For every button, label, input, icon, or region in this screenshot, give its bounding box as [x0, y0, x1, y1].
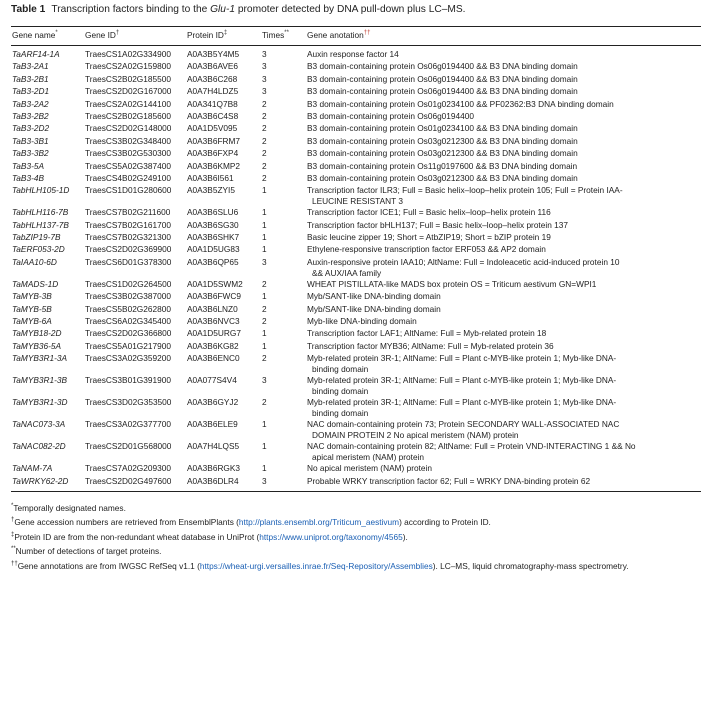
protein-id-cell: A0A3B6FRM7: [187, 135, 241, 146]
table-label: Table 1: [11, 4, 46, 15]
table-row: [11, 111, 701, 123]
table-row: [11, 257, 701, 279]
annotation-cell: [306, 111, 701, 123]
annotation-cell: [306, 220, 701, 232]
protein-id-cell: A0A3B6I561: [187, 172, 234, 183]
annotation-cell: [306, 304, 701, 316]
gene-id-cell: TraesCS2D02G366800: [85, 328, 172, 339]
annotation-line: B3 domain-containing protein Os06g0194400 && B3 DNA binding domain: [307, 73, 578, 84]
iwgsc-link[interactable]: https://wheat-urgi.versailles.inrae.fr/Seq-Repository/Assemblies: [199, 560, 433, 571]
times-cell: 1: [262, 291, 267, 302]
annotation-line: Myb/SANT-like DNA-binding domain: [307, 303, 441, 314]
protein-id-cell: A0A3B6AVE6: [187, 61, 239, 72]
gene-id-cell: TraesCS2A02G144100: [85, 98, 171, 109]
gene-id-cell: TraesCS2D02G167000: [85, 86, 172, 97]
footnote-temporal: *Temporally designated names.: [11, 502, 126, 513]
gene-id-cell: TraesCS7B02G211600: [85, 207, 171, 218]
gene-name-cell: TaB3-3B1: [12, 135, 49, 146]
protein-id-cell: A0A3B6DLR4: [186, 476, 261, 492]
annotation-cell: [306, 341, 701, 353]
gene-name-cell: TaB3-4B: [12, 172, 44, 183]
protein-id-cell: A0A3B6LNZ0: [187, 303, 238, 314]
header-protein-id: Protein ID‡: [186, 27, 261, 46]
annotation-line: binding domain: [312, 386, 369, 397]
table-row: [11, 207, 701, 219]
caption-gene: Glu-1: [210, 4, 236, 15]
annotation-line: binding domain: [312, 364, 369, 375]
protein-id-cell: A0A3B5ZYI5: [187, 185, 235, 196]
times-cell: 3: [262, 375, 267, 386]
gene-name-cell: TaMYB3R1-3A: [12, 353, 68, 364]
gene-name-cell: TabZIP19-7B: [12, 232, 61, 243]
annotation-line: NAC domain-containing protein 82; AltName: Full = Protein VND-INTERACTING 1 && No: [307, 441, 636, 452]
table-row: [11, 304, 701, 316]
annotation-cell: [306, 291, 701, 303]
table-row: [11, 316, 701, 328]
protein-id-cell: A0A3B6NVC3: [187, 316, 240, 327]
times-cell: 2: [262, 160, 267, 171]
gene-name-cell: TaB3-2B1: [12, 73, 49, 84]
table-row: [11, 185, 701, 207]
times-cell: 1: [262, 207, 267, 218]
gene-id-cell: TraesCS5B02G262800: [85, 303, 171, 314]
gene-id-cell: TraesCS7B02G321300: [85, 232, 171, 243]
annotation-cell: [306, 441, 701, 463]
times-cell: 3: [262, 61, 267, 72]
annotation-cell: [306, 257, 701, 279]
annotation-cell: [306, 136, 701, 148]
gene-name-cell: TaNAC082-2D: [12, 441, 66, 452]
annotation-line: Myb-related protein 3R-1; AltName: Full = Plant c-MYB-like protein 1; Myb-like DNA-: [307, 353, 617, 364]
table-row: [11, 161, 701, 173]
annotation-cell: [306, 232, 701, 244]
table-header: [11, 27, 701, 46]
table-row: [11, 375, 701, 397]
times-cell: 2: [262, 123, 267, 134]
protein-id-cell: A0A3B6KMP2: [187, 160, 241, 171]
times-cell: 2: [262, 397, 267, 408]
annotation-cell: [306, 74, 701, 86]
uniprot-link[interactable]: https://www.uniprot.org/taxonomy/4565: [259, 531, 403, 542]
header-gene-name: Gene name*: [11, 27, 84, 46]
protein-id-cell: A0A3B6ENC0: [187, 353, 240, 364]
annotation-line: Ethylene-responsive transcription factor ERF053 && AP2 domain: [307, 244, 546, 255]
annotation-cell: [306, 244, 701, 256]
times-cell: 1: [262, 419, 267, 430]
annotation-line: NAC domain-containing protein 73; Protein SECONDARY WALL-ASSOCIATED NAC: [307, 419, 620, 430]
annotation-cell: [306, 99, 701, 111]
annotation-line: Myb-related protein 3R-1; AltName: Full = Plant c-MYB-like protein 1; Myb-like DNA-: [307, 397, 617, 408]
table-row: [11, 99, 701, 111]
gene-id-cell: TraesCS2A02G159800: [85, 61, 171, 72]
gene-name-cell: TaWRKY62-2D: [11, 476, 84, 492]
gene-name-cell: TaB3-2A2: [12, 98, 49, 109]
annotation-line: LEUCINE RESISTANT 3: [312, 196, 403, 207]
gene-name-cell: TaMYB-5B: [12, 303, 52, 314]
gene-name-cell: TabHLH116-7B: [12, 207, 69, 218]
table-row: [11, 136, 701, 148]
gene-name-cell: TaMYB-3B: [12, 291, 52, 302]
gene-id-cell: TraesCS2D02G148000: [85, 123, 172, 134]
protein-id-cell: A0A1D5V095: [187, 123, 238, 134]
gene-id-cell: TraesCS2B02G185600: [85, 110, 171, 121]
protein-id-cell: A0A3B6QP65: [187, 256, 239, 267]
ensembl-link[interactable]: http://plants.ensembl.org/Triticum_aestivum: [238, 517, 400, 528]
annotation-line: B3 domain-containing protein Os06g0194400 && B3 DNA binding domain: [307, 86, 578, 97]
gene-name-cell: TaMYB18-2D: [12, 328, 62, 339]
protein-id-cell: A0A3B5Y4M5: [187, 49, 240, 59]
caption-text-after: promoter detected by DNA pull-down plus LC–MS.: [235, 4, 466, 15]
gene-id-cell: TraesCS2D02G497600: [84, 476, 186, 492]
gene-name-cell: TaB3-2D1: [12, 86, 50, 97]
gene-id-cell: TraesCS1A02G334900: [85, 49, 171, 59]
gene-name-cell: TaMYB-6A: [12, 316, 52, 327]
protein-id-cell: A0A3B6C268: [187, 73, 238, 84]
gene-id-cell: TraesCS1D01G280600: [85, 185, 172, 196]
annotation-cell: [306, 173, 701, 185]
annotation-cell: [306, 375, 701, 397]
protein-id-cell: A0A3B6SLU6: [187, 207, 239, 218]
table-body: [11, 46, 701, 492]
protein-id-cell: A0A3B6FWC9: [187, 291, 241, 302]
gene-name-cell: TaMADS-1D: [12, 278, 59, 289]
annotation-line: && AUX/IAA family: [312, 267, 382, 278]
protein-id-cell: A0A7H4LQS5: [187, 441, 240, 452]
annotation-cell: [306, 61, 701, 73]
annotation-cell: [306, 207, 701, 219]
gene-id-cell: TraesCS1D02G264500: [85, 278, 172, 289]
footnote-detections: **Number of detections of target proteins.: [11, 546, 162, 557]
gene-id-cell: TraesCS2D02G369900: [85, 244, 172, 255]
annotation-cell: [306, 161, 701, 173]
gene-id-cell: TraesCS7A02G209300: [85, 463, 171, 474]
annotation-cell: [306, 316, 701, 328]
annotation-line: Auxin response factor 14: [307, 49, 399, 59]
protein-id-cell: A0A3B6RGK3: [187, 463, 241, 474]
annotation-cell: [306, 476, 701, 492]
gene-id-cell: TraesCS3A02G377700: [85, 419, 171, 430]
annotation-cell: [306, 148, 701, 160]
gene-name-cell: TaMYB3R1-3B: [12, 375, 68, 386]
gene-name-cell: TaMYB3R1-3D: [12, 397, 68, 408]
gene-id-cell: TraesCS3D02G353500: [85, 397, 172, 408]
times-cell: 1: [262, 244, 267, 255]
table-row: [11, 397, 701, 419]
annotation-line: B3 domain-containing protein Os03g0212300 && B3 DNA binding domain: [307, 135, 578, 146]
table-row: [11, 46, 701, 62]
times-cell: 2: [262, 148, 267, 159]
gene-name-cell: TaNAC073-3A: [12, 419, 66, 430]
table-row: [11, 173, 701, 185]
annotation-cell: [306, 397, 701, 419]
times-cell: 1: [262, 232, 267, 243]
annotation-line: Myb-related protein 3R-1; AltName: Full = Plant c-MYB-like protein 1; Myb-like DNA-: [307, 375, 617, 386]
gene-name-cell: TaB3-5A: [12, 160, 44, 171]
annotation-line: B3 domain-containing protein Os01g0234100 && PF02362:B3 DNA binding domain: [307, 98, 614, 109]
annotation-cell: [306, 86, 701, 98]
header-times: Times**: [261, 27, 306, 46]
times-cell: 3: [261, 476, 306, 492]
annotation-line: No apical meristem (NAM) protein: [307, 463, 432, 474]
gene-id-cell: TraesCS5A02G387400: [85, 160, 171, 171]
table-row: [11, 419, 701, 441]
table-row: [11, 279, 701, 291]
times-cell: 1: [262, 328, 267, 339]
protein-id-cell: A0A3B6GYJ2: [187, 397, 239, 408]
annotation-line: Myb/SANT-like DNA-binding domain: [307, 291, 441, 302]
gene-name-cell: TaB3-2D2: [12, 123, 50, 134]
annotation-line: B3 domain-containing protein Os06g0194400 && B3 DNA binding domain: [307, 61, 578, 72]
table-row: [11, 232, 701, 244]
annotation-line: Auxin-responsive protein IAA10; AltName: Full = Indoleacetic acid-induced protein 10: [307, 256, 620, 267]
times-cell: 1: [262, 219, 267, 230]
gene-id-cell: TraesCS3B02G387000: [85, 291, 171, 302]
annotation-line: B3 domain-containing protein Os03g0212300 && B3 DNA binding domain: [307, 148, 578, 159]
gene-name-cell: TaIAA10-6D: [12, 256, 57, 267]
protein-id-cell: A0A3B6KG82: [187, 340, 239, 351]
protein-id-cell: A0A3B6C4S8: [187, 110, 239, 121]
annotation-line: WHEAT PISTILLATA-like MADS box protein OS = Triticum aestivum GN=WPI1: [307, 278, 597, 289]
annotation-line: B3 domain-containing protein Os03g0212300 && B3 DNA binding domain: [307, 172, 578, 183]
times-cell: 2: [262, 172, 267, 183]
annotation-cell: [306, 328, 701, 340]
table-row: [11, 220, 701, 232]
times-cell: 1: [262, 441, 267, 452]
times-cell: 2: [262, 316, 267, 327]
annotation-line: Transcription factor LAF1; AltName: Full = Myb-related protein 18: [307, 328, 547, 339]
times-cell: 2: [262, 278, 267, 289]
annotation-line: DOMAIN PROTEIN 2 No apical meristem (NAM) protein: [312, 430, 519, 441]
annotation-cell: [306, 123, 701, 135]
table-row: [11, 291, 701, 303]
protein-id-cell: A0A1D5UG83: [187, 244, 240, 255]
protein-id-cell: A0A7H4LDZ5: [187, 86, 239, 97]
gene-id-cell: TraesCS7B02G161700: [85, 219, 171, 230]
protein-id-cell: A0A077S4V4: [187, 375, 237, 386]
annotation-line: Myb-like DNA-binding domain: [307, 316, 417, 327]
transcription-factor-table: [11, 26, 701, 492]
protein-id-cell: A0A3B6SHK7: [187, 232, 240, 243]
gene-name-cell: TabHLH105-1D: [12, 185, 70, 196]
annotation-line: Transcription factor ICE1; Full = Basic helix–loop–helix protein 116: [307, 207, 551, 218]
annotation-line: Transcription factor bHLH137; Full = Basic helix–loop–helix protein 137: [307, 219, 568, 230]
table-row: [11, 463, 701, 475]
table-row: [11, 341, 701, 353]
table-row: [11, 441, 701, 463]
gene-name-cell: TaMYB36-5A: [12, 340, 62, 351]
gene-id-cell: TraesCS2B02G185500: [85, 73, 171, 84]
times-cell: 2: [262, 303, 267, 314]
gene-name-cell: TaB3-2A1: [12, 61, 49, 72]
annotation-line: B3 domain-containing protein Os11g0197600 && B3 DNA binding domain: [307, 160, 578, 171]
annotation-cell: [306, 463, 701, 475]
gene-id-cell: TraesCS4B02G249100: [85, 172, 171, 183]
times-cell: 3: [262, 86, 267, 97]
annotation-cell: [306, 46, 701, 62]
footnote-gene-accession: †Gene accession numbers are retrieved from EnsemblPlants (http://plants.ensembl.org/Triticum_aestivum) according to Protein ID.: [11, 517, 491, 528]
gene-id-cell: TraesCS3A02G359200: [85, 353, 171, 364]
header-annotation: Gene anotation††: [306, 27, 701, 46]
protein-id-cell: A0A3B6SG30: [187, 219, 239, 230]
gene-id-cell: TraesCS3B01G391900: [85, 375, 171, 386]
table-row: [11, 74, 701, 86]
protein-id-cell: A0A3B6FXP4: [187, 148, 239, 159]
gene-id-cell: TraesCS3B02G348400: [85, 135, 171, 146]
times-cell: 3: [262, 73, 267, 84]
annotation-cell: [306, 353, 701, 375]
gene-id-cell: TraesCS5A01G217900: [85, 340, 171, 351]
annotation-line: apical meristem (NAM) protein: [312, 452, 425, 463]
table-row: [11, 148, 701, 160]
table-row: [11, 61, 701, 73]
protein-id-cell: A0A341Q7B8: [187, 98, 238, 109]
protein-id-cell: A0A1D5URG7: [187, 328, 241, 339]
gene-name-cell: TaB3-2B2: [12, 110, 49, 121]
header-gene-id: Gene ID†: [84, 27, 186, 46]
annotation-line: Transcription factor ILR3; Full = Basic helix–loop–helix protein 105; Full = Protein IAA-: [307, 185, 623, 196]
protein-id-cell: A0A3B6ELE9: [187, 419, 238, 430]
table-row: [11, 476, 701, 492]
table-row: [11, 244, 701, 256]
annotation-line: Probable WRKY transcription factor 62; Full = WRKY DNA-binding protein 62: [307, 475, 591, 486]
annotation-cell: [306, 185, 701, 207]
times-cell: 3: [262, 49, 267, 59]
table-row: [11, 328, 701, 340]
footnote-gene-annotation: ††Gene annotations are from IWGSC RefSeq v1.1 (https://wheat-urgi.versailles.inrae.fr/Seq-Repository/Assemblies). LC–MS, liquid chromatography-mass spectrometry.: [11, 560, 629, 571]
times-cell: 3: [262, 256, 267, 267]
caption-text-before: Transcription factors binding to the: [51, 4, 211, 15]
times-cell: 2: [262, 110, 267, 121]
gene-id-cell: TraesCS6A02G345400: [85, 316, 171, 327]
table-row: [11, 353, 701, 375]
table-row: [11, 123, 701, 135]
footnote-protein-id: ‡Protein ID are from the non-redundant wheat database in UniProt (https://www.uniprot.org/taxonomy/4565).: [11, 531, 408, 542]
gene-name-cell: TaB3-3B2: [12, 148, 49, 159]
table-row: [11, 86, 701, 98]
table-footnotes: [11, 502, 701, 573]
protein-id-cell: A0A1D5SWM2: [187, 278, 243, 289]
annotation-line: B3 domain-containing protein Os01g0234100 && B3 DNA binding domain: [307, 123, 578, 134]
gene-id-cell: TraesCS6D01G378300: [85, 256, 172, 267]
annotation-cell: [306, 419, 701, 441]
table-caption: [11, 3, 709, 17]
times-cell: 2: [262, 353, 267, 364]
annotation-cell: [306, 279, 701, 291]
annotation-line: B3 domain-containing protein Os06g0194400: [307, 110, 474, 121]
annotation-line: binding domain: [312, 408, 369, 419]
annotation-line: Transcription factor MYB36; AltName: Full = Myb-related protein 36: [307, 340, 554, 351]
gene-name-cell: TaARF14-1A: [12, 49, 60, 59]
gene-name-cell: TaNAM-7A: [12, 463, 53, 474]
gene-name-cell: TabHLH137-7B: [12, 219, 69, 230]
annotation-line: Basic leucine zipper 19; Short = AtbZIP19; Short = bZIP protein 19: [307, 232, 551, 243]
times-cell: 1: [262, 463, 267, 474]
gene-id-cell: TraesCS3B02G530300: [85, 148, 171, 159]
gene-name-cell: TaERF053-2D: [12, 244, 65, 255]
times-cell: 2: [262, 135, 267, 146]
times-cell: 1: [262, 185, 267, 196]
times-cell: 2: [262, 98, 267, 109]
gene-id-cell: TraesCS2D01G568000: [85, 441, 172, 452]
times-cell: 1: [262, 340, 267, 351]
